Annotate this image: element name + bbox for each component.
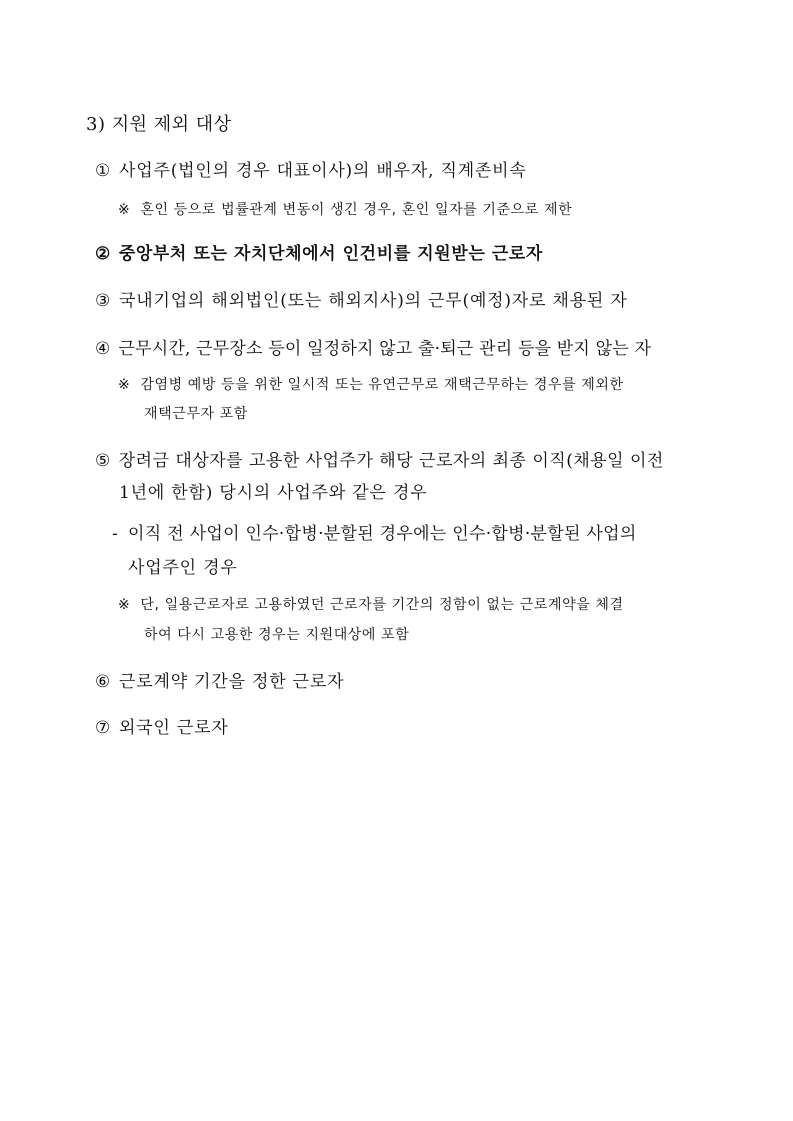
item-continuation: 1년에 한함) 당시의 사업주와 같은 경우 [119, 483, 428, 503]
note-text: 감염병 예방 등을 위한 일시적 또는 유연근무로 재택근무하는 경우를 제외한 [140, 377, 624, 393]
note-text: 단, 일용근로자로 고용하였던 근로자를 기간의 정함이 없는 근로계약을 체결 [140, 597, 624, 613]
list-item [95, 246, 543, 263]
item-text: 국내기업의 해외법인(또는 해외지사)의 근무(예정)자로 채용된 자 [119, 291, 628, 311]
note-text: 혼인 등으로 법률관계 변동이 생긴 경우, 혼인 일자를 기준으로 제한 [140, 202, 573, 218]
item-text: 장려금 대상자를 고용한 사업주가 해당 근로자의 최종 이직(채용일 이전 [118, 451, 664, 471]
note-item [118, 203, 572, 217]
reference-mark: ※ [118, 377, 131, 393]
item-text: 근로계약 기간을 정한 근로자 [119, 672, 345, 692]
note-continuation: 재택근무자 포함 [144, 406, 248, 422]
list-item [95, 293, 628, 310]
list-item [95, 720, 229, 737]
item-text: 근무시간, 근무장소 등이 일정하지 않고 출·퇴근 관리 등을 받지 않는 자 [118, 339, 652, 359]
list-item [95, 674, 344, 691]
reference-mark: ※ [118, 202, 131, 218]
item-number: ② [95, 244, 111, 264]
item-number: ④ [95, 339, 111, 359]
item-number: ⑤ [95, 451, 111, 471]
item-number: ⑥ [95, 672, 112, 692]
note-item [118, 598, 624, 612]
item-text: 사업주(법인의 경우 대표이사)의 배우자, 직계존비속 [119, 161, 527, 181]
dash-item [112, 526, 637, 543]
list-item [95, 453, 664, 470]
item-number: ③ [95, 291, 112, 311]
reference-mark: ※ [118, 597, 131, 613]
item-number: ⑦ [95, 718, 112, 738]
list-item [95, 341, 651, 358]
note-continuation: 하여 다시 고용한 경우는 지원대상에 포함 [144, 627, 410, 643]
section-heading: 3) 지원 제외 대상 [86, 114, 232, 135]
item-continuation: 사업주인 경우 [128, 558, 238, 578]
dash-mark: - [112, 524, 119, 544]
item-number: ① [95, 161, 112, 181]
item-text: 이직 전 사업이 인수·합병·분할된 경우에는 인수·합병·분할된 사업의 [128, 524, 637, 544]
item-text: 중앙부처 또는 자치단체에서 인건비를 지원받는 근로자 [118, 244, 543, 264]
list-item [95, 163, 527, 180]
item-text: 외국인 근로자 [119, 718, 229, 738]
note-item [118, 378, 624, 392]
